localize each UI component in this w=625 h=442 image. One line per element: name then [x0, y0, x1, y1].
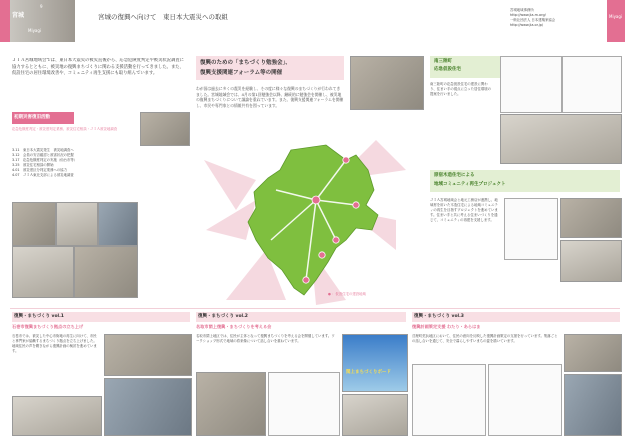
- timeline-item: 3.17 応急危険度判定の実施（仙台市等）: [12, 158, 78, 162]
- housing-title-2: 応急仮設住宅: [434, 67, 461, 72]
- vol1-heading: 復興・まちづくり vol.1: [14, 314, 64, 319]
- vol2-poster-title: 閖上まちづくりボード: [346, 370, 391, 375]
- url-2[interactable]: http://www.jia.or.jp/: [510, 23, 543, 27]
- vol2-text: 名取市閖上地区では、住民が主体となって復興まちづくりを考える会を開催しています。ワークショップ形式で地域の将来像について話し合いを重ねています。: [196, 334, 335, 343]
- vol2-photo-1: [196, 372, 266, 436]
- right-side-label: Miyagi: [609, 14, 623, 19]
- right-side-tab: [607, 0, 625, 42]
- community-text: ＪＩＡ宮城地域会と地元工務店が連携し、地域材を用いた木造住宅による地域コミュニティの再生を目指すプロジェクトを進めています。住まい手と共に考える住まいづくりを通じて、コミュニティの再建を支援します。: [430, 198, 498, 222]
- map-legend: ● ：仮設住宅の建設地域: [328, 292, 366, 296]
- community-photo-2: [560, 240, 622, 282]
- header-title: 宮城の復興へ向けて 東日本大震災への取組: [98, 13, 228, 21]
- forum-photo: [350, 56, 424, 110]
- vol1-sub: 石巻市復興まちづくり拠点の立ち上げ: [12, 324, 84, 329]
- page-number: 9: [40, 4, 43, 9]
- vol3-sub: 復興計画策定支援 わたり・あらはま: [412, 324, 481, 329]
- relief-photo-4: [12, 246, 74, 298]
- housing-site-marker: [343, 157, 349, 163]
- header-contact: [510, 8, 600, 28]
- side-label-en: Miyagi: [28, 28, 42, 33]
- community-title-2: 地域コミュニティ再生プロジェクト: [434, 182, 506, 187]
- housing-plan-2: [562, 56, 622, 113]
- vol2-plan: [268, 372, 340, 436]
- vol3-heading: 復興・まちづくり vol.3: [414, 314, 464, 319]
- timeline-item: 3.12 会員の安否確認と被害状況の把握: [12, 153, 74, 157]
- bottom-divider: [10, 308, 620, 309]
- vol2-heading: 復興・まちづくり vol.2: [198, 314, 248, 319]
- relief-photo-5: [74, 246, 138, 298]
- timeline-item: 3.11 東日本大震災発生 被災地調査へ: [12, 148, 74, 152]
- timeline-item: 4.07 ＪＩＡ東北支部による被災地調査: [12, 173, 74, 177]
- timeline-item: 3.25 被災住宅相談の開始: [12, 163, 54, 167]
- side-label-jp: 宮城: [12, 12, 25, 19]
- url-1[interactable]: http://www.jia-m.org/: [510, 13, 546, 17]
- relief-photo-3: [98, 202, 138, 246]
- community-title-1: 原宿木造住宅による: [434, 173, 475, 178]
- vol1-text: 石巻市では、被災した中心市街地の再生に向けて、市民と専門家が協働するまちづくり拠点を立ち上げました。地域住民の声を聞きながら復興計画の検討を進めています。: [12, 334, 97, 353]
- housing-site-marker: [333, 237, 339, 243]
- vol3-text: 亘理町荒浜地区において、住民の意向を反映した復興計画策定の支援を行っています。集落ごとの話し合いを通じて、安全で暮らしやすいまちの姿を描いています。: [412, 334, 558, 343]
- vol1-photo-1: [104, 334, 192, 376]
- housing-site-marker: [319, 252, 325, 258]
- relief-timeline: [12, 148, 187, 198]
- vol1-photo-3: [104, 378, 192, 436]
- forum-text: わが国は過去に多くの震災を経験し、その度に様々な復興のまちづくりが行われてきました。宮城地域会では、4月の第1回勉強会以降、継続的に勉強会を開催し、被災地の復興まちづくりについて議論を重ねています。また、復興支援関連フォーラムを開催し、市民や専門家との情報共有を図っています。: [196, 86, 344, 108]
- community-photo-1: [560, 198, 622, 238]
- vol1-photo-2: [12, 396, 102, 436]
- vol2-sub: 名取市閖上復興・まちづくりを考える会: [196, 324, 272, 329]
- housing-site-marker: [353, 202, 359, 208]
- housing-site-marker: [303, 277, 309, 283]
- housing-text: 南三陸町の応急仮設住宅の建設に関わり、住まい手の視点に立った居住環境の提案を行いました。: [430, 82, 492, 96]
- relief-subtitle: 応急危険度判定・被災度判定業務、被災住宅相談・ＪＩＡ被災地調査: [12, 127, 118, 131]
- housing-site-marker: [312, 196, 320, 204]
- timeline-item: 4.01 被災度区分判定業務への協力: [12, 168, 68, 172]
- relief-photo-1: [12, 202, 56, 246]
- map-arrow: [206, 200, 256, 240]
- vol2-photo-2: [342, 394, 408, 436]
- side-label-block: [0, 0, 10, 42]
- housing-title-1: 南三陸町: [434, 59, 452, 64]
- miyagi-map: [196, 130, 426, 310]
- housing-photo: [500, 114, 622, 164]
- contact-1: 宮城地域事務所: [510, 8, 534, 12]
- vol3-photo-2: [564, 374, 622, 436]
- relief-photo-2: [56, 202, 98, 246]
- intro-text: ＪＩＡ宮城地域会では、東日本大震災の被災直後から、応急危険度判定や被災状況調査に協力するとともに、被災地の復興まちづくりに関わる支援活動を行ってきました。また、仮設住宅の居住環境改善や、コミュニティ再生支援にも取り組んでいます。: [12, 58, 184, 76]
- vol3-plan-1: [412, 364, 486, 436]
- forum-title-1: 復興のための「まちづくり勉強会」、: [200, 60, 291, 66]
- housing-plan-1: [500, 56, 562, 113]
- forum-title-2: 復興支援関連フォーラム等の開催: [200, 70, 283, 76]
- community-plan: [504, 198, 558, 260]
- vol3-photo: [564, 334, 622, 372]
- vol3-plan-2: [488, 364, 562, 436]
- map-arrow: [204, 160, 256, 210]
- vol2-poster: [342, 334, 408, 392]
- contact-2: 一般社団法人 日本建築家協会: [510, 18, 556, 22]
- relief-title: 初期災害復旧活動: [14, 115, 50, 120]
- relief-photo-top: [140, 112, 190, 146]
